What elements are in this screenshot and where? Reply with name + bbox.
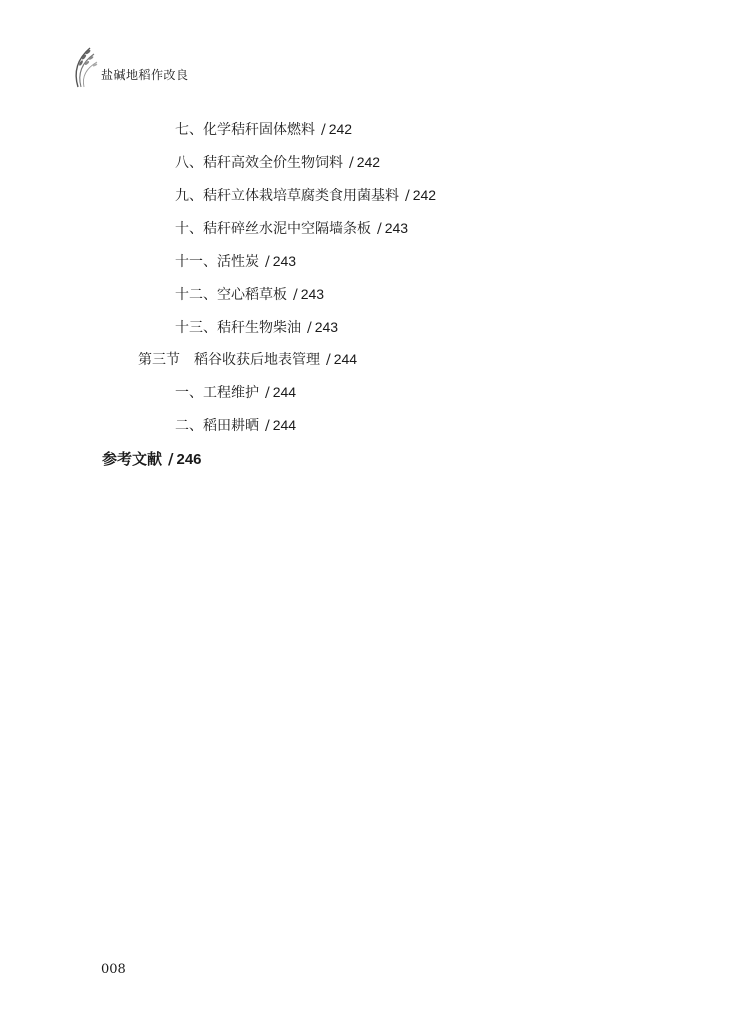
toc-entry (175, 318, 338, 337)
toc-entry (175, 285, 324, 304)
running-header (68, 44, 248, 88)
toc-section-label: 第三节 (138, 352, 180, 368)
toc-entry (175, 383, 296, 402)
toc-entry-title: 七、化学秸秆固体燃料 (175, 122, 315, 138)
toc-entry (175, 186, 436, 205)
toc-separator: / (265, 254, 270, 270)
toc-page-number: 242 (412, 187, 437, 203)
toc-page-number: 243 (384, 220, 409, 236)
toc-separator: / (168, 450, 174, 468)
toc-references-entry (102, 450, 202, 469)
toc-entry (175, 219, 408, 238)
toc-page-number: 243 (300, 286, 325, 302)
toc-entry-title: 十、秸秆碎丝水泥中空隔墙条板 (175, 221, 371, 237)
toc-section-entry (138, 350, 357, 369)
toc-entry-title: 八、秸秆高效全价生物饲料 (175, 155, 343, 171)
toc-separator: / (307, 320, 312, 336)
toc-page-number: 243 (272, 253, 297, 269)
toc-page-number: 242 (328, 121, 353, 137)
toc-separator: / (326, 352, 331, 368)
toc-entry-title: 九、秸秆立体栽培草腐类食用菌基料 (175, 188, 399, 204)
toc-separator: / (349, 155, 354, 171)
toc-entry-title: 参考文献 (102, 450, 163, 468)
toc-page-number: 244 (333, 351, 358, 367)
toc-page-number: 242 (356, 154, 381, 170)
rice-stalk-icon (68, 44, 102, 88)
toc-entry (175, 416, 296, 435)
toc-page-number: 243 (314, 319, 339, 335)
toc-entry-title: 十三、秸秆生物柴油 (175, 320, 301, 336)
toc-separator: / (293, 287, 298, 303)
toc-page-number: 244 (272, 417, 297, 433)
toc-entry-title: 一、工程维护 (175, 385, 259, 401)
toc-entry (175, 120, 352, 139)
toc-separator: / (321, 122, 326, 138)
toc-separator: / (377, 221, 382, 237)
toc-entry-title: 二、稻田耕晒 (175, 418, 259, 434)
book-title: 盐碱地稻作改良 (101, 68, 189, 82)
page-number: 008 (101, 962, 126, 977)
toc-entry-title: 十二、空心稻草板 (175, 287, 287, 303)
toc-entry-title: 十一、活性炭 (175, 254, 259, 270)
toc-separator: / (265, 385, 270, 401)
toc-page-number: 246 (176, 451, 202, 468)
toc-separator: / (405, 188, 410, 204)
toc-entry (175, 252, 296, 271)
toc-separator: / (265, 418, 270, 434)
toc-entry-title: 稻谷收获后地表管理 (194, 352, 320, 368)
toc-entry (175, 153, 380, 172)
toc-page-number: 244 (272, 384, 297, 400)
